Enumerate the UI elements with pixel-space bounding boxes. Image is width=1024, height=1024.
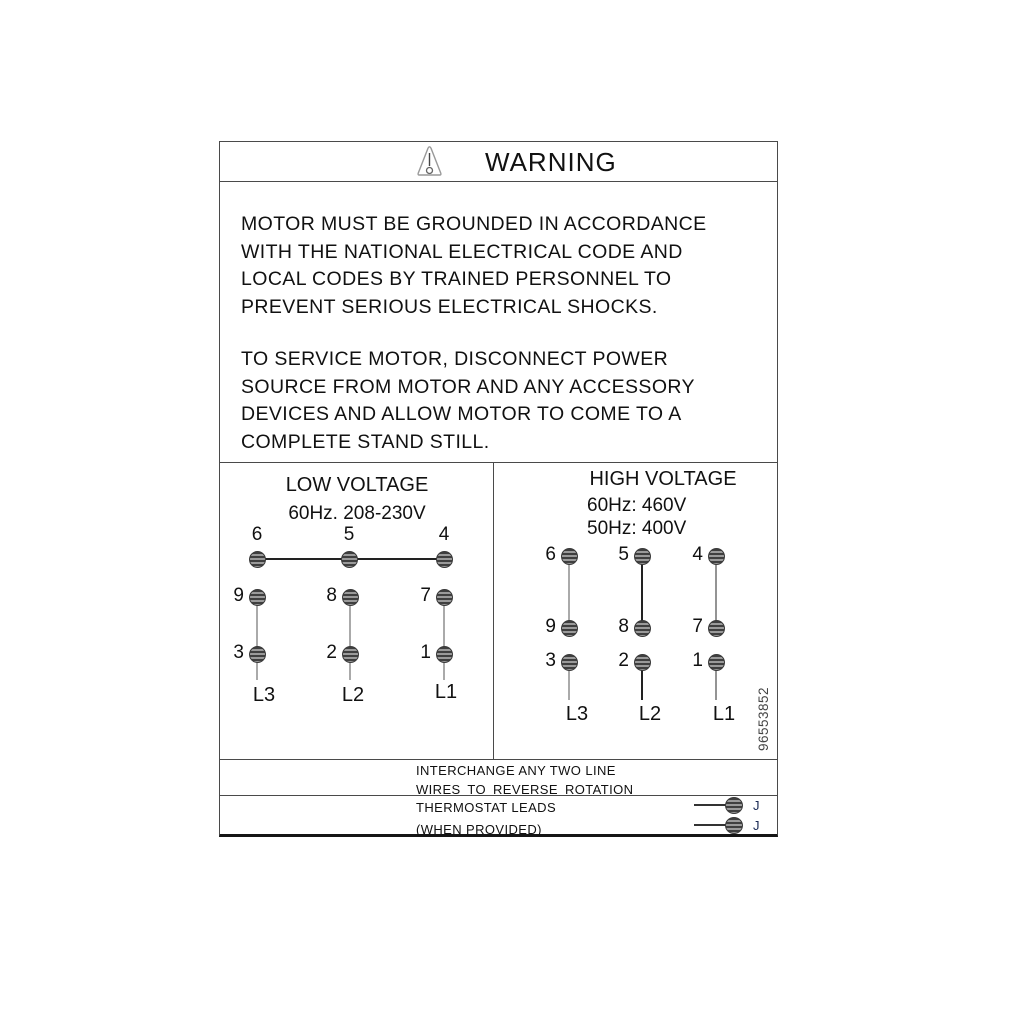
low-voltage-subtitle: 60Hz. 208-230V	[288, 503, 426, 524]
lv-terminal-8-dot	[342, 589, 359, 606]
lv-wire-9-3	[256, 596, 258, 680]
hv-terminal-2-dot	[634, 654, 651, 671]
lv-terminal-9-label: 9	[233, 585, 244, 606]
header-section	[220, 142, 777, 181]
thermostat-lead-j-label-2: J	[753, 818, 760, 833]
thermostat-lead-j-label-1: J	[753, 798, 760, 813]
warning-triangle-icon	[416, 146, 443, 177]
rotation-note-section	[220, 759, 777, 795]
lv-terminal-3-dot	[249, 646, 266, 663]
hv-terminal-8-dot	[634, 620, 651, 637]
hv-terminal-8-label: 8	[618, 616, 629, 637]
hv-wire-6-9	[568, 556, 570, 628]
thermostat-leads-section	[220, 795, 777, 835]
lv-line-l3-label: L3	[252, 684, 276, 706]
lv-wire-7-1	[443, 596, 445, 680]
lv-terminal-5-label: 5	[343, 524, 355, 545]
wiring-diagrams-section	[220, 462, 777, 759]
low-voltage-title: LOW VOLTAGE	[285, 474, 429, 496]
hv-terminal-3-label: 3	[545, 650, 556, 671]
lv-terminal-3-label: 3	[233, 642, 244, 663]
hv-terminal-6-dot	[561, 548, 578, 565]
hv-line-l1-label: L1	[712, 703, 736, 725]
thermostat-lead-terminal-1	[725, 797, 743, 814]
warning-label	[219, 141, 778, 837]
lv-terminal-1-dot	[436, 646, 453, 663]
body-line: SOURCE FROM MOTOR AND ANY ACCESSORY	[241, 375, 695, 398]
lv-terminal-1-label: 1	[420, 642, 431, 663]
thermostat-leads-text: THERMOSTAT LEADS	[416, 800, 557, 815]
body-line: WITH THE NATIONAL ELECTRICAL CODE AND	[241, 240, 683, 263]
hv-terminal-9-dot	[561, 620, 578, 637]
hv-line-l3-label: L3	[565, 703, 589, 725]
body-line: MOTOR MUST BE GROUNDED IN ACCORDANCE	[241, 213, 707, 235]
hv-terminal-4-dot	[708, 548, 725, 565]
lv-terminal-6-label: 6	[251, 524, 263, 545]
hv-terminal-2-label: 2	[618, 650, 629, 671]
body-line: PREVENT SERIOUS ELECTRICAL SHOCKS.	[241, 295, 658, 318]
lv-terminal-2-label: 2	[326, 642, 337, 663]
lv-terminal-5-dot	[341, 551, 358, 568]
body-line: DEVICES AND ALLOW MOTOR TO COME TO A	[241, 403, 682, 425]
rotation-note-line1: INTERCHANGE ANY TWO LINE	[416, 763, 616, 778]
high-voltage-title: HIGH VOLTAGE	[589, 468, 737, 490]
hv-terminal-9-label: 9	[545, 616, 556, 637]
hv-terminal-4-label: 4	[692, 544, 703, 565]
hv-terminal-7-dot	[708, 620, 725, 637]
thermostat-lead-wire-2	[694, 824, 728, 826]
hv-line-l2-label: L2	[638, 703, 662, 725]
part-number: 96553852	[756, 686, 771, 751]
hv-terminal-1-label: 1	[692, 650, 703, 671]
hv-terminal-1-dot	[708, 654, 725, 671]
hv-terminal-7-label: 7	[692, 616, 703, 637]
body-text-section	[220, 181, 777, 462]
lv-terminal-6-dot	[249, 551, 266, 568]
lv-terminal-2-dot	[342, 646, 359, 663]
lv-terminal-9-dot	[249, 589, 266, 606]
lv-wire-8-2	[349, 596, 351, 680]
hv-terminal-5-label: 5	[618, 544, 629, 565]
hv-terminal-6-label: 6	[545, 544, 556, 565]
hv-terminal-5-dot	[634, 548, 651, 565]
lv-terminal-4-label: 4	[438, 524, 450, 545]
hv-wire-5-8	[641, 556, 643, 628]
when-provided-text: (WHEN PROVIDED)	[416, 822, 542, 837]
lv-terminal-4-dot	[436, 551, 453, 568]
column-divider	[493, 463, 494, 760]
lv-terminal-8-label: 8	[326, 585, 337, 606]
hv-terminal-3-dot	[561, 654, 578, 671]
lv-line-l1-label: L1	[434, 681, 458, 703]
thermostat-lead-wire-1	[694, 804, 728, 806]
lv-terminal-7-dot	[436, 589, 453, 606]
hv-wire-4-7	[715, 556, 717, 628]
body-line: LOCAL CODES BY TRAINED PERSONNEL TO	[241, 268, 672, 290]
lv-line-l2-label: L2	[341, 684, 365, 706]
body-line: TO SERVICE MOTOR, DISCONNECT POWER	[241, 348, 669, 370]
body-line: COMPLETE STAND STILL.	[241, 430, 490, 453]
grounding-paragraph	[241, 211, 706, 321]
service-paragraph	[241, 346, 706, 456]
lv-terminal-7-label: 7	[420, 585, 431, 606]
thermostat-lead-terminal-2	[725, 817, 743, 834]
high-voltage-subtitle-50hz: 50Hz: 400V	[587, 518, 687, 539]
rotation-note-line2: WIRES TO REVERSE ROTATION	[416, 782, 634, 797]
warning-title: WARNING	[485, 147, 617, 177]
high-voltage-subtitle-60hz: 60Hz: 460V	[587, 495, 687, 516]
